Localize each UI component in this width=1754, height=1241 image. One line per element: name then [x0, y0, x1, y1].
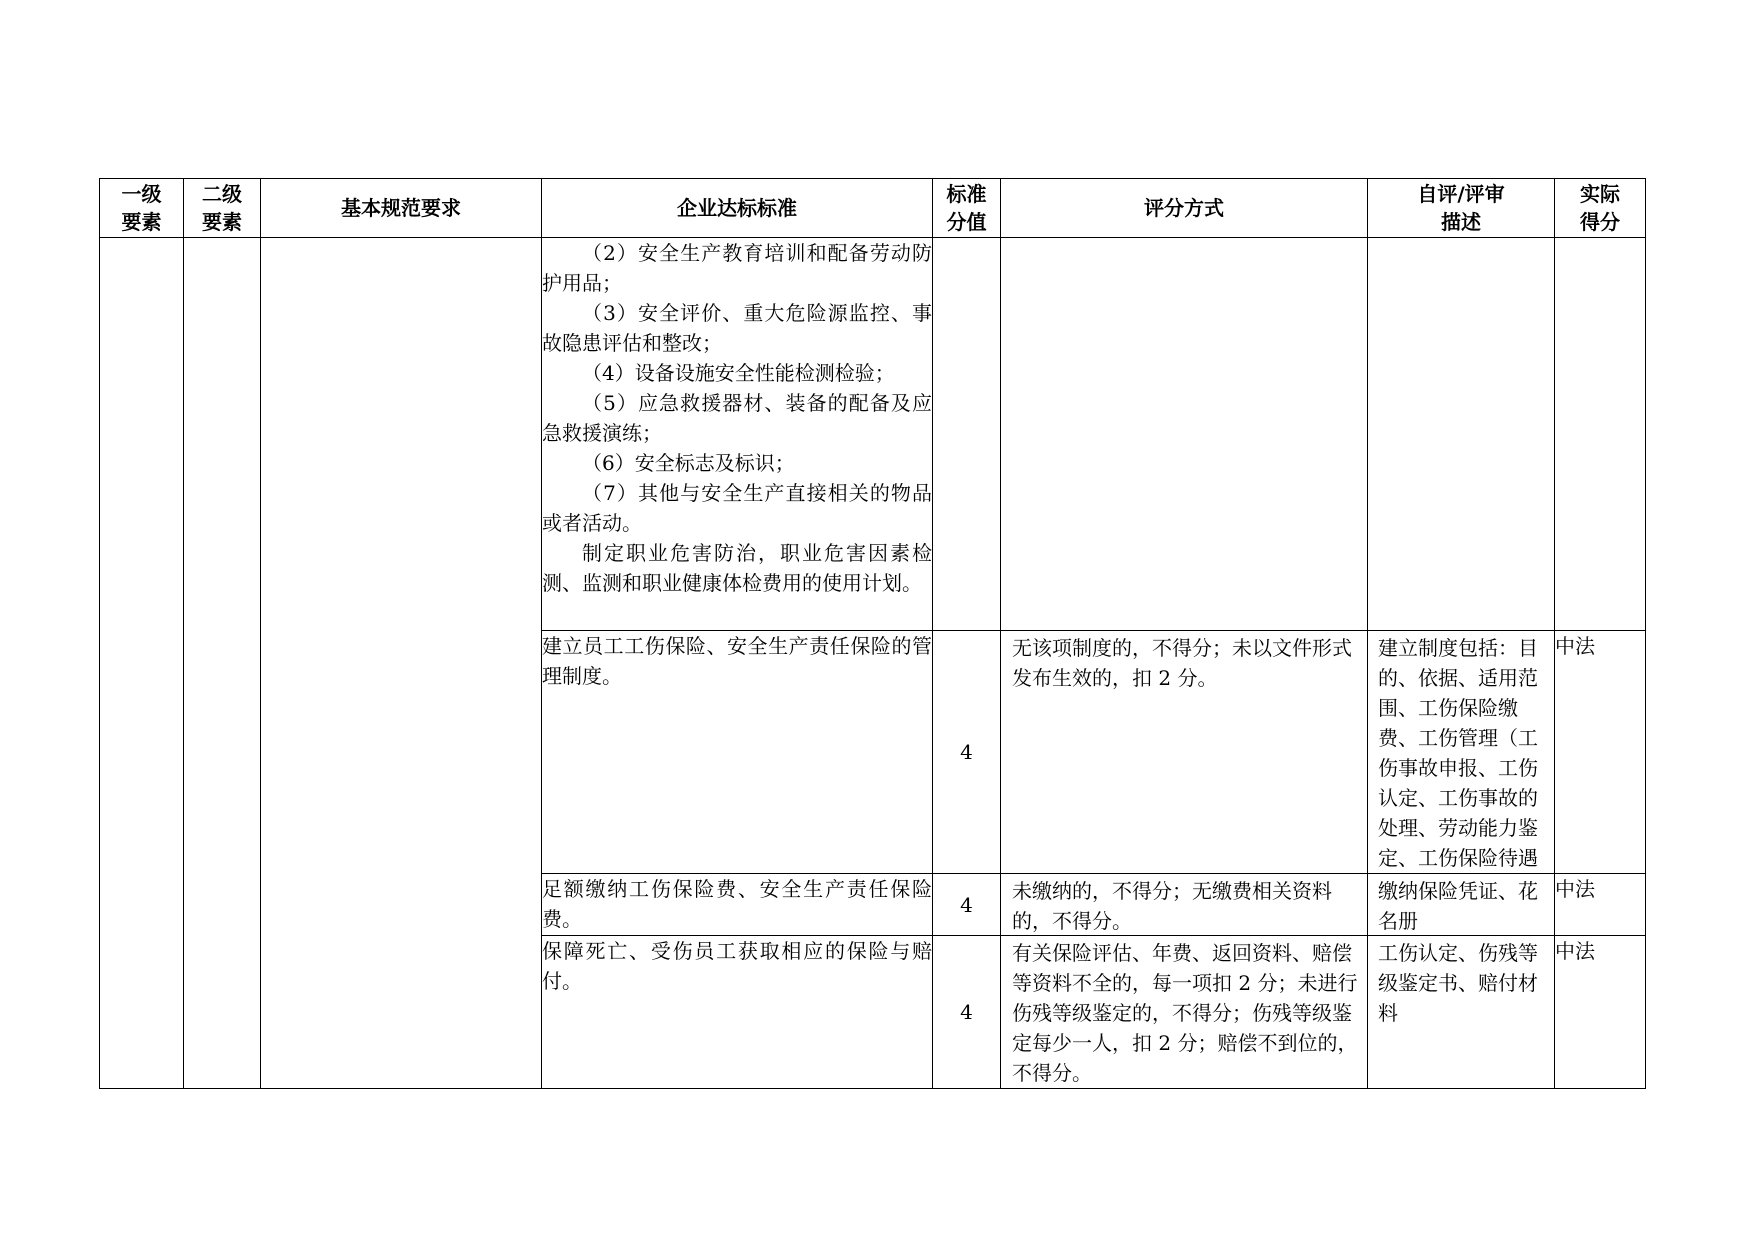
method-text: [1001, 238, 1368, 630]
desc-text: 缴纳保险凭证、花名册: [1378, 879, 1538, 933]
method-desc-cell: [1001, 631, 1555, 874]
standard-item: （2）安全生产教育培训和配备劳动防护用品；: [542, 241, 932, 295]
header-actual: 实际 得分: [1555, 179, 1646, 238]
standard-item: （3）安全评价、重大危险源监控、事故隐患评估和整改；: [542, 301, 932, 355]
actual-cell: 中法: [1555, 874, 1646, 936]
standard-item: （4）设备设施安全性能检测检验；: [582, 361, 895, 385]
standard-item: （6）安全标志及标识；: [582, 451, 795, 475]
basic-cell: [261, 238, 542, 1089]
method-text: 无该项制度的，不得分；未以文件形式发布生效的，扣 2 分。: [1001, 631, 1368, 873]
method-desc-cell: [1001, 238, 1555, 631]
standard-item: 制定职业危害防治，职业危害因素检测、监测和职业健康体检费用的使用计划。: [542, 541, 932, 595]
header-score: 标准 分值: [933, 179, 1001, 238]
standard-cell: 保障死亡、受伤员工获取相应的保险与赔付。: [542, 936, 933, 1089]
table-row: [100, 238, 1646, 631]
header-desc: 自评/评审 描述: [1368, 179, 1555, 238]
method-desc-cell: [1001, 936, 1555, 1089]
score-cell: 4: [933, 936, 1001, 1089]
level1-cell: [100, 238, 184, 1089]
header-basic: 基本规范要求: [261, 179, 542, 238]
score-cell: 4: [933, 874, 1001, 936]
standard-cell: [542, 238, 933, 631]
standards-table: [99, 178, 1646, 1089]
actual-cell: 中法: [1555, 936, 1646, 1089]
desc-text: 建立制度包括：目的、依据、适用范围、工伤保险缴费、工伤管理（工伤事故申报、工伤认定、工伤事故的处理、劳动能力鉴定、工伤保险待遇: [1378, 636, 1538, 870]
standard-item: （7）其他与安全生产直接相关的物品或者活动。: [542, 481, 932, 535]
header-method: 评分方式: [1001, 179, 1368, 238]
score-cell: 4: [933, 631, 1001, 874]
header-standard: 企业达标标准: [542, 179, 933, 238]
actual-cell: 中法: [1555, 631, 1646, 874]
method-desc-cell: [1001, 874, 1555, 936]
desc-text: 工伤认定、伤残等级鉴定书、赔付材料: [1378, 941, 1538, 1025]
actual-cell: [1555, 238, 1646, 631]
header-level2: 二级 要素: [184, 179, 261, 238]
method-text: 有关保险评估、年费、返回资料、赔偿等资料不全的，每一项扣 2 分；未进行伤残等级鉴定的，不得分；伤残等级鉴定每少一人，扣 2 分；赔偿不到位的，不得分。: [1001, 936, 1368, 1088]
level2-cell: [184, 238, 261, 1089]
header-level1: 一级 要素: [100, 179, 184, 238]
score-cell: [933, 238, 1001, 631]
header-row: [100, 179, 1646, 238]
desc-text: [1368, 238, 1554, 630]
standard-cell: 足额缴纳工伤保险费、安全生产责任保险费。: [542, 874, 933, 936]
standard-cell: 建立员工工伤保险、安全生产责任保险的管理制度。: [542, 631, 933, 874]
method-text: 未缴纳的，不得分；无缴费相关资料的，不得分。: [1001, 874, 1368, 935]
standard-item: （5）应急救援器材、装备的配备及应急救援演练；: [542, 391, 932, 445]
